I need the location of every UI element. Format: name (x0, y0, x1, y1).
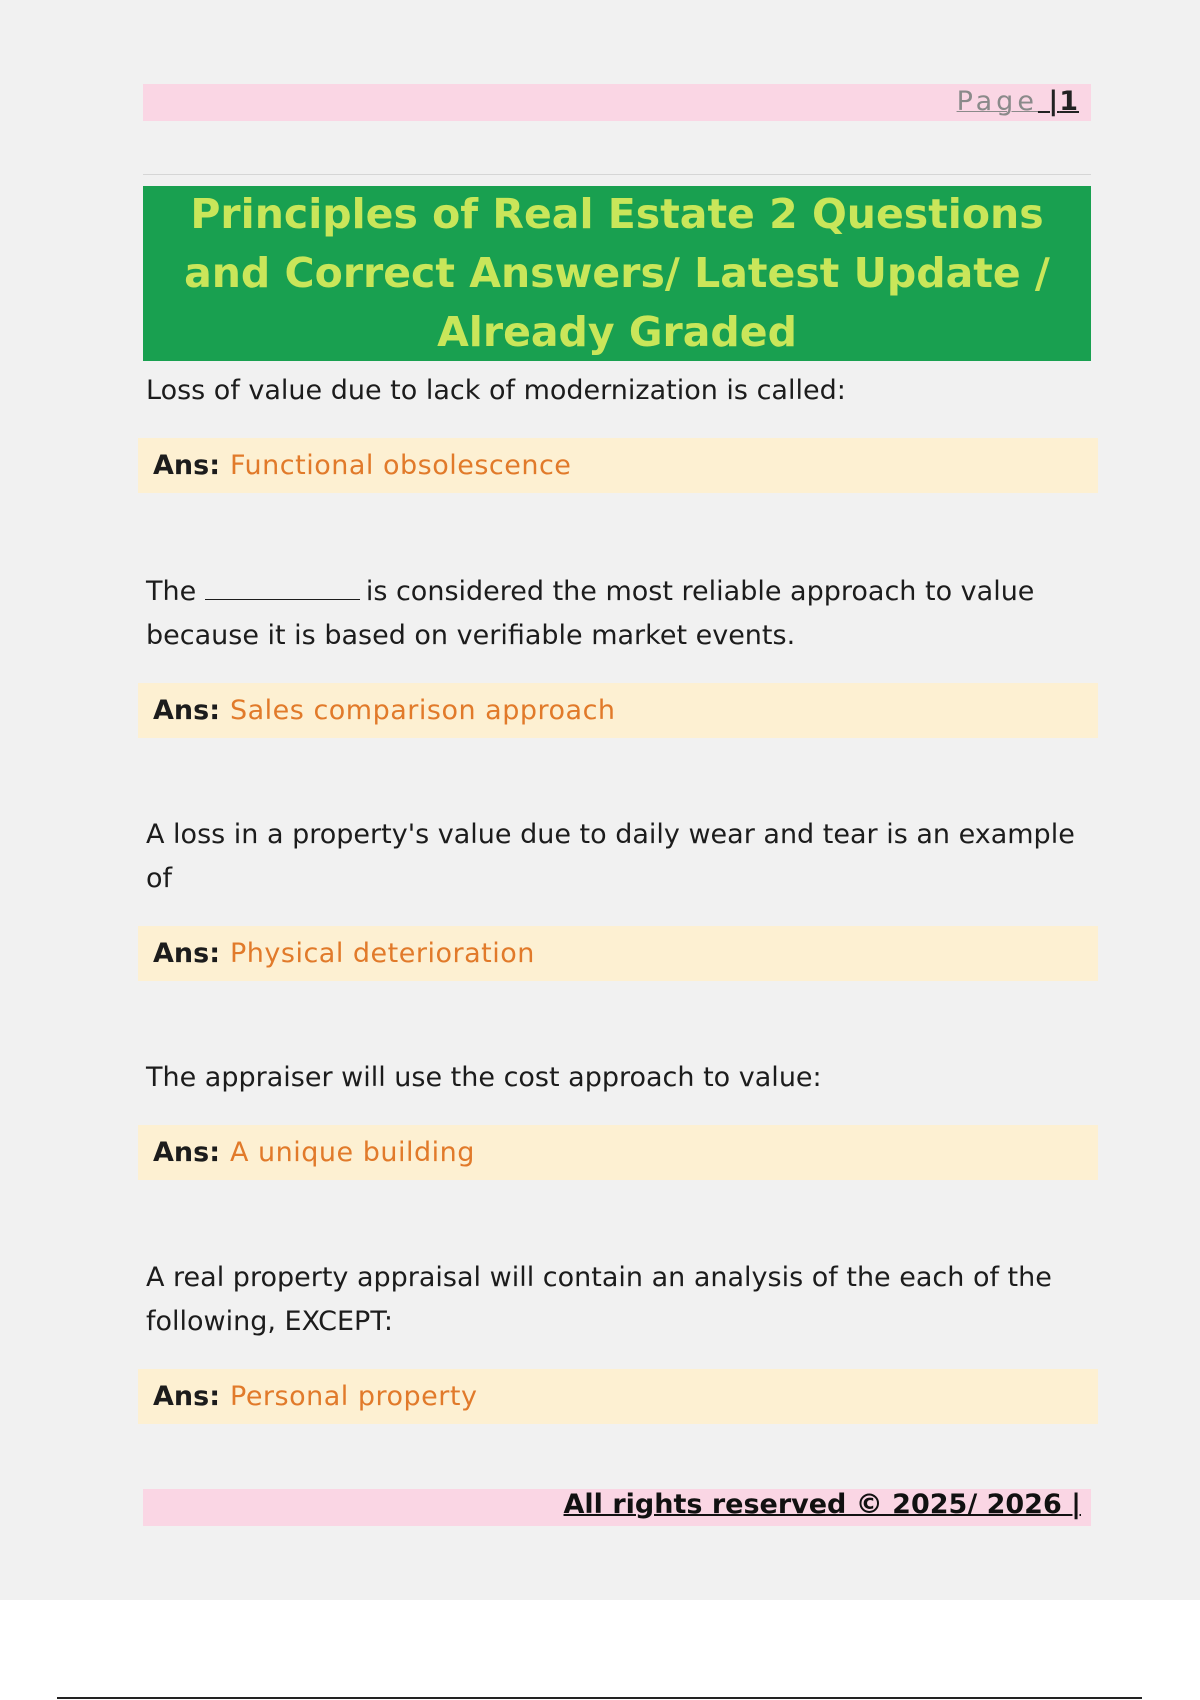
answer-box (138, 1125, 1098, 1180)
page-footer (143, 1489, 1091, 1526)
answer-box (138, 926, 1098, 981)
answer-text: Sales comparison approach (230, 695, 616, 726)
answer-text: Personal property (230, 1381, 478, 1412)
question-text: A real property appraisal will contain an analysis of the each of the following, EXCEPT: (146, 1262, 1052, 1337)
answer-text: A unique building (230, 1137, 475, 1168)
copyright-notice: All rights reserved © 2025/ 2026 | (563, 1489, 1081, 1520)
bottom-divider (57, 1697, 1142, 1699)
question-text: The is considered the most reliable approach to value because it is based on verifiable market events. (146, 576, 1035, 651)
question-text: A loss in a property's value due to daily wear and tear is an example of (146, 819, 1075, 894)
page-number-value: 1 (1059, 86, 1079, 117)
document-title: Principles of Real Estate 2 Questions and Correct Answers/ Latest Update / Already Graded (184, 190, 1050, 356)
qa-item-1 (138, 369, 1098, 481)
answer-label: Ans: (153, 450, 220, 481)
answer-box (138, 1369, 1098, 1424)
page-label: Page (956, 86, 1038, 117)
fill-in-blank (205, 577, 360, 600)
qa-item-3 (138, 813, 1098, 969)
answer-label: Ans: (153, 938, 220, 969)
answer-box (138, 683, 1098, 738)
answer-label: Ans: (153, 1381, 220, 1412)
answer-label: Ans: (153, 695, 220, 726)
question-text: Loss of value due to lack of modernization is called: (146, 375, 846, 406)
answer-label: Ans: (153, 1137, 220, 1168)
header-divider (143, 174, 1091, 175)
page-number: Page |1 (956, 86, 1079, 117)
page-header (143, 84, 1091, 121)
title-banner (143, 186, 1091, 361)
answer-text: Physical deterioration (230, 938, 535, 969)
question-text: The appraiser will use the cost approach to value: (146, 1062, 822, 1093)
qa-item-4 (138, 1056, 1098, 1168)
answer-box (138, 438, 1098, 493)
qa-item-2 (138, 570, 1098, 726)
qa-item-5 (138, 1256, 1098, 1412)
answer-text: Functional obsolescence (230, 450, 572, 481)
